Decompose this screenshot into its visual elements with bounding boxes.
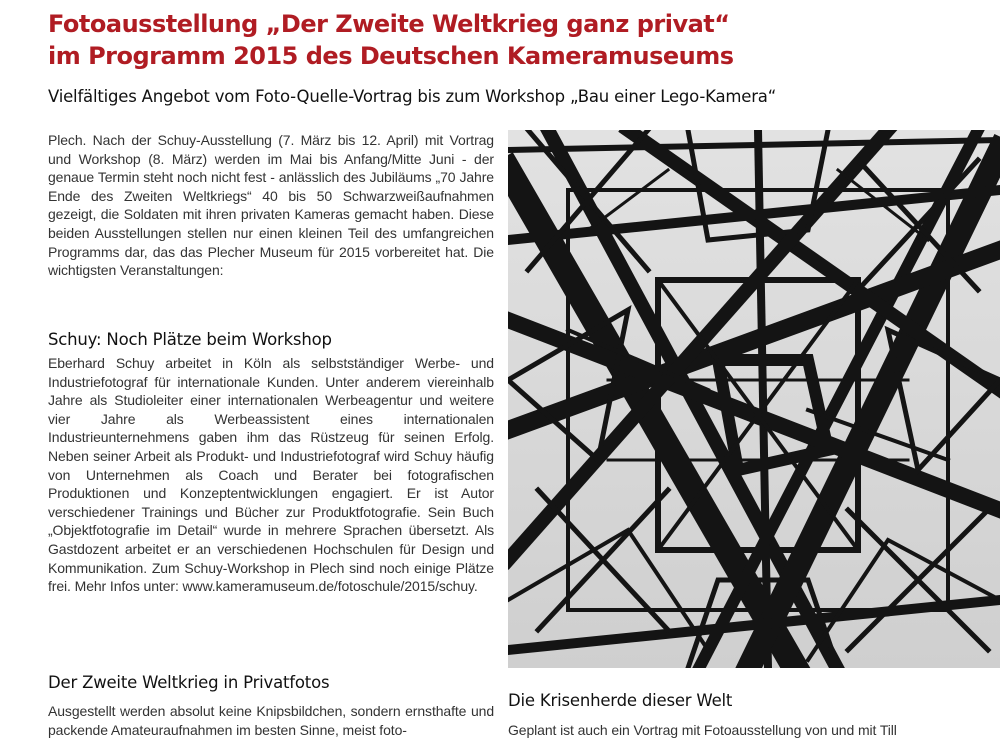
krisen-heading: Die Krisenherde dieser Welt xyxy=(508,691,733,710)
krisen-paragraph: Geplant ist auch ein Vortrag mit Fotoausstellung von und mit Till xyxy=(508,722,897,738)
article-title xyxy=(48,8,988,72)
article-title-line-2: im Programm 2015 des Deutschen Kameramuseums xyxy=(48,42,734,70)
steel-structure-illustration xyxy=(508,130,1000,668)
steel-structure-photo xyxy=(508,130,1000,668)
article-title-line-1: Fotoausstellung „Der Zweite Weltkrieg ganz privat“ xyxy=(48,10,730,38)
ww2-heading: Der Zweite Weltkrieg in Privatfotos xyxy=(48,673,330,692)
schuy-heading: Schuy: Noch Plätze beim Workshop xyxy=(48,330,332,349)
article-subtitle: Vielfältiges Angebot vom Foto-Quelle-Vortrag bis zum Workshop „Bau einer Lego-Kamera“ xyxy=(48,87,777,106)
schuy-paragraph: Eberhard Schuy arbeitet in Köln als selbstständiger Werbe- und Industriefotograf für internationale Kunden. Unter anderem viereinhalb Jahre als Studioleiter einer internationalen Werbeagentur und weitere vier Jahre als Werbeassistent eines internationalen Industrieunternehmens gaben ihm das Rüstzeug für seinen Erfolg. Neben seiner Arbeit als Produkt- und Industriefotograf wird Schuy häufig von Unternehmen als Coach und Berater bei fotografischen Produktionen und Konzeptentwicklungen engagiert. Er ist Autor verschiedener Trainings und Bücher zur Produktfotografie. Sein Buch „Objektfotografie im Detail“ wurde in mehrere Sprachen übersetzt. Als Gastdozent arbeitet er an verschiedenen Hochschulen für Design und Kommunikation. Zum Schuy-Workshop in Plech sind noch einige Plätze frei. Mehr Infos unter: www.kameramuseum.de/fotoschule/2015/schuy. xyxy=(48,355,494,595)
intro-paragraph: Plech. Nach der Schuy-Ausstellung (7. März bis 12. April) mit Vortrag und Workshop (8. März) werden im Mai bis Anfang/Mitte Juni - der genaue Termin steht noch nicht fest - anlässlich des Jubiläums „70 Jahre Ende des Zweiten Weltkriegs“ 40 bis 50 Schwarzweißaufnahmen gezeigt, die Soldaten mit ihren privaten Kameras gemacht haben. Diese beiden Ausstellungen stellen nur einen kleinen Teil des umfangreichen Programms dar, das das Plecher Museum für 2015 vorbereitet hat. Die wichtigsten Veranstaltungen: xyxy=(48,132,494,279)
ww2-paragraph: Ausgestellt werden absolut keine Knipsbildchen, sondern ernsthafte und packende Amateuraufnahmen im besten Sinne, meist foto- xyxy=(48,703,494,738)
